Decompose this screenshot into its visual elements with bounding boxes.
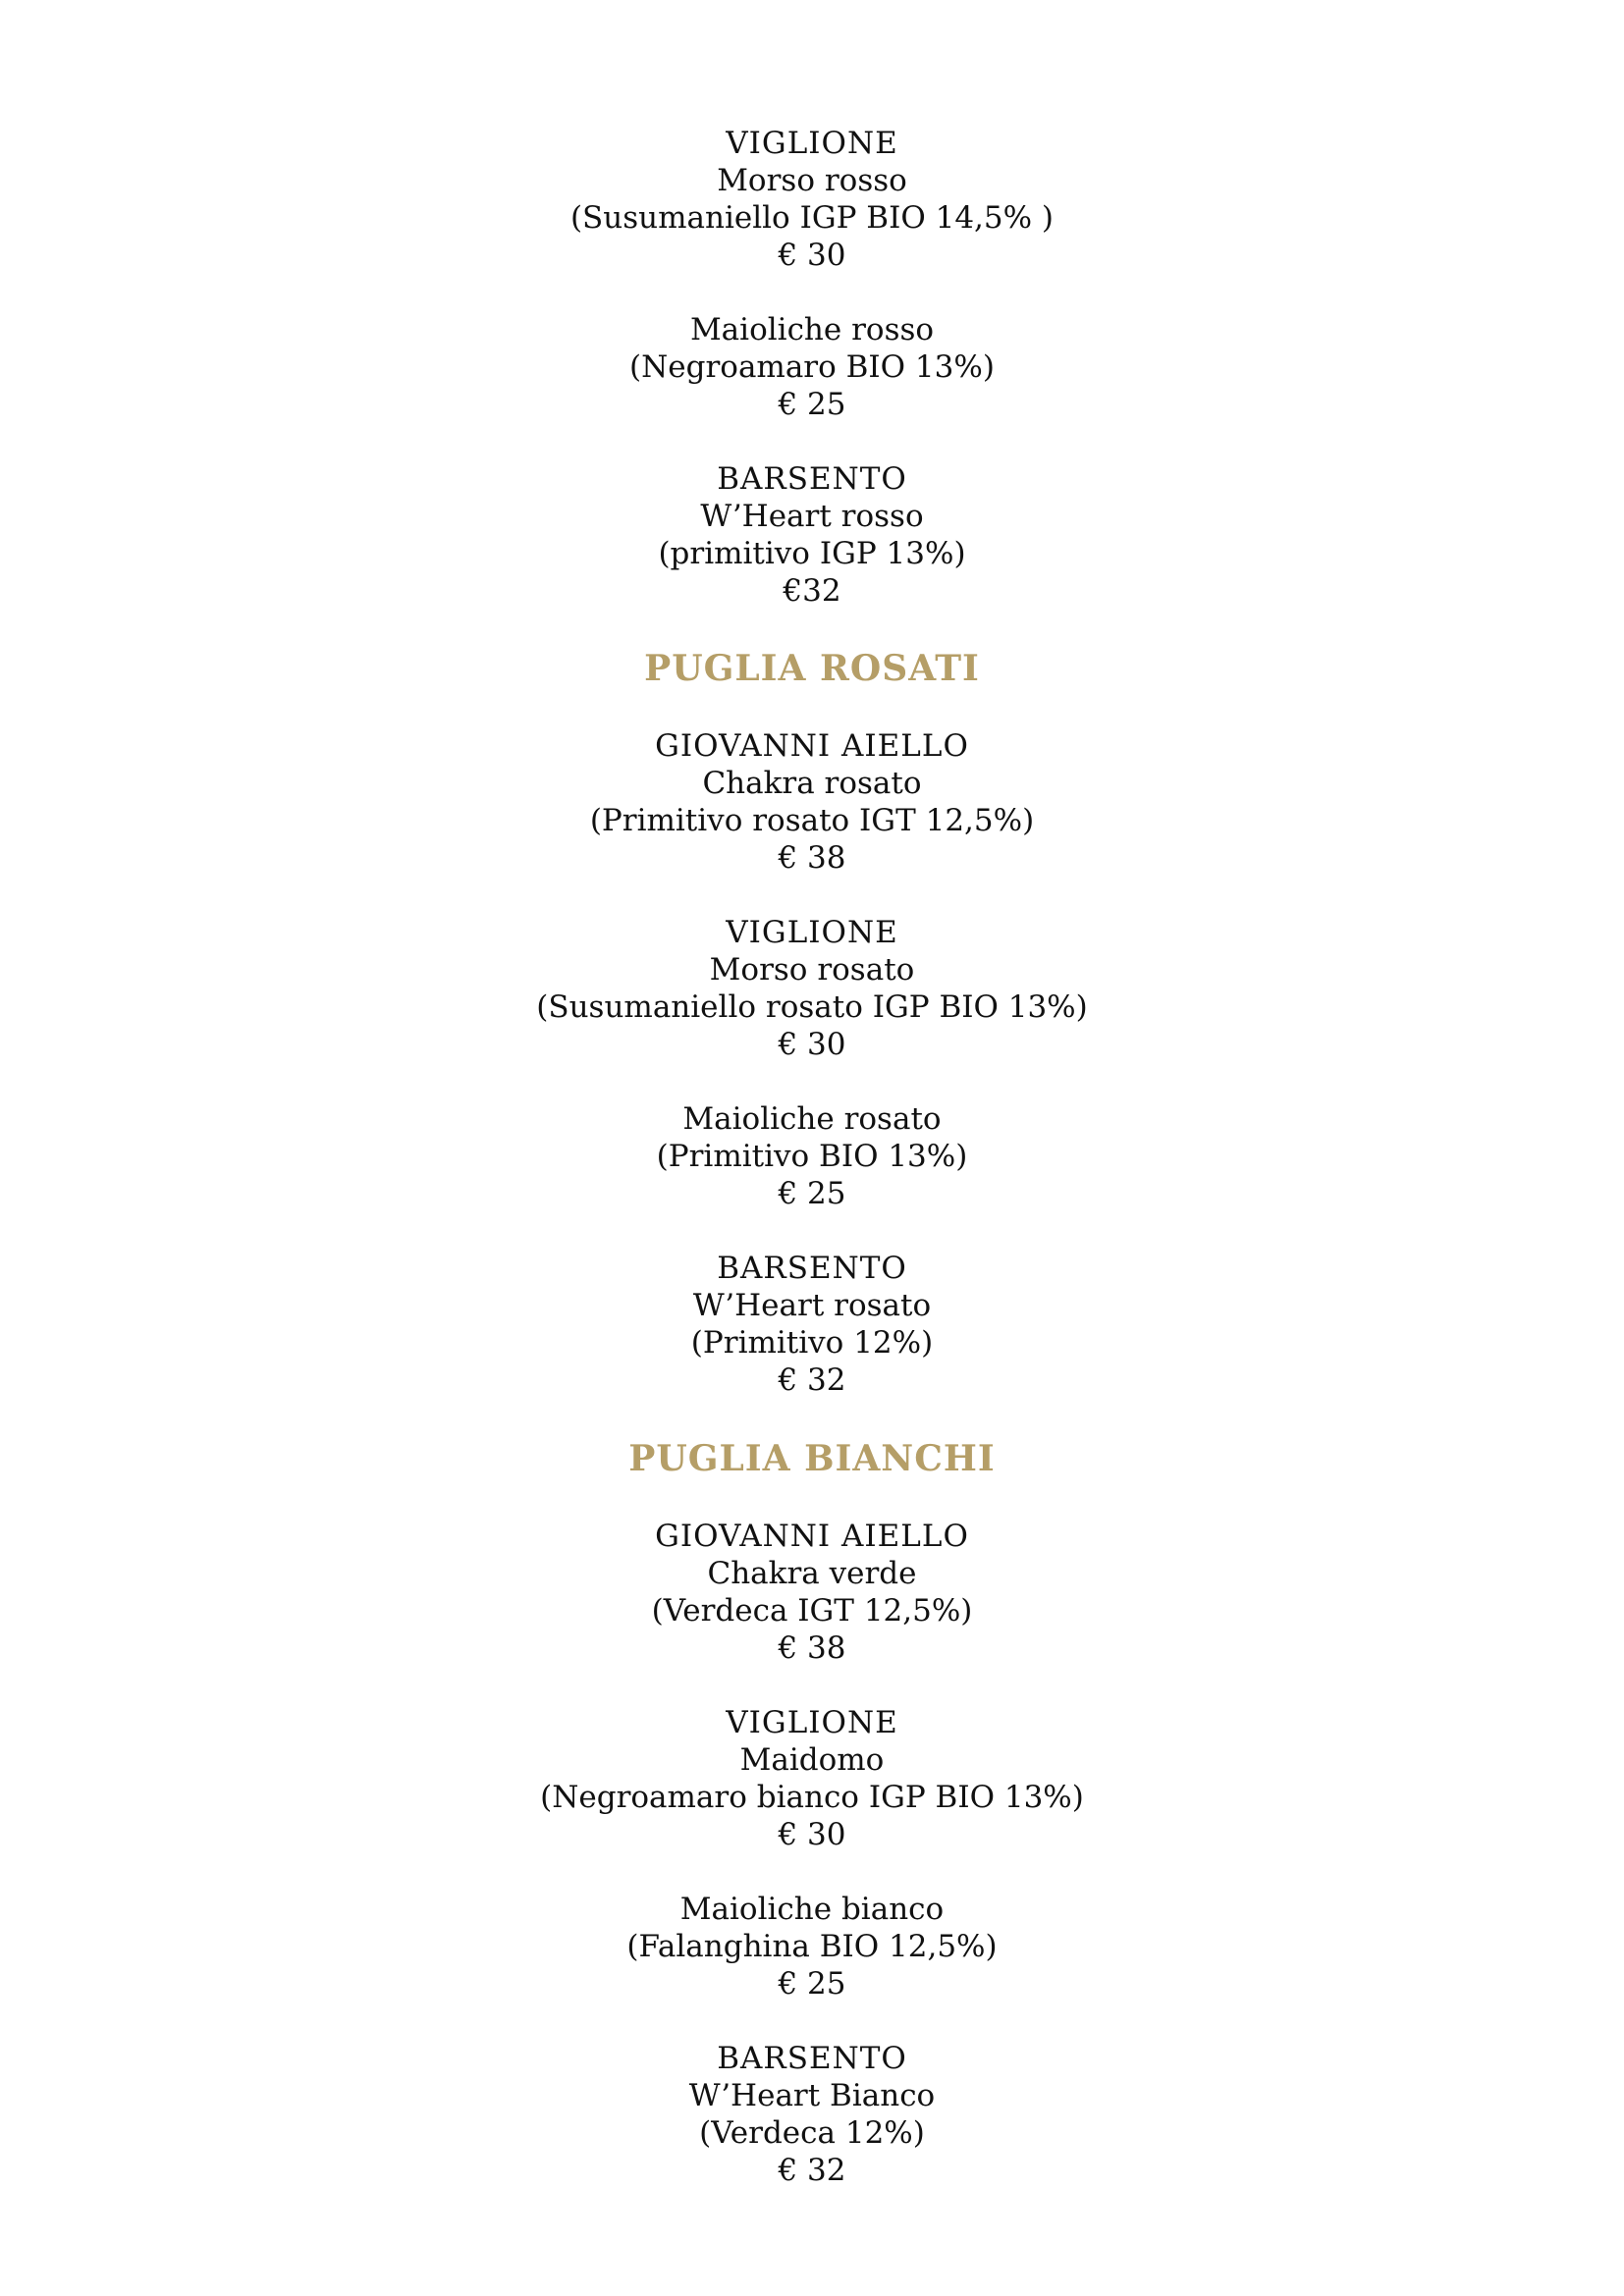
wine-name: Maidomo: [739, 1742, 885, 1778]
wine-details: (Negroamaro bianco IGP BIO 13%): [540, 1780, 1084, 1815]
wine-price: € 25: [778, 387, 846, 422]
wine-name: W’Heart Bianco: [688, 2078, 936, 2113]
wine-price: € 30: [778, 238, 846, 273]
wine-price: € 25: [778, 1176, 846, 1211]
wine-producer: BARSENTO: [717, 1251, 907, 1286]
wine-price: € 32: [778, 2153, 846, 2188]
wine-price: € 25: [778, 1966, 846, 2002]
wine-price: € 38: [778, 840, 846, 876]
wine-producer: GIOVANNI AIELLO: [655, 728, 969, 764]
wine-price: € 32: [778, 1362, 846, 1398]
section-heading-rosati: PUGLIA ROSATI: [644, 648, 980, 689]
wine-details: (Susumaniello rosato IGP BIO 13%): [536, 989, 1088, 1025]
wine-details: (Primitivo rosato IGT 12,5%): [589, 803, 1035, 838]
wine-producer: VIGLIONE: [726, 126, 898, 161]
wine-price: €32: [783, 573, 841, 609]
wine-details: (Susumaniello IGP BIO 14,5% ): [569, 200, 1055, 236]
wine-details: (Falanghina BIO 12,5%): [626, 1929, 998, 1964]
wine-producer: VIGLIONE: [726, 915, 898, 950]
wine-name: Chakra rosato: [702, 766, 922, 801]
wine-name: W’Heart rosso: [700, 499, 924, 534]
section-heading-bianchi: PUGLIA BIANCHI: [628, 1438, 996, 1479]
wine-name: Maioliche bianco: [679, 1892, 945, 1927]
wine-price: € 30: [778, 1027, 846, 1062]
wine-producer: BARSENTO: [717, 2041, 907, 2076]
wine-details: (Primitivo 12%): [690, 1325, 934, 1361]
wine-name: Maioliche rosso: [689, 312, 935, 347]
wine-details: (Primitivo BIO 13%): [656, 1139, 968, 1174]
wine-name: Morso rosato: [709, 952, 915, 988]
wine-details: (Negroamaro BIO 13%): [629, 349, 995, 385]
wine-name: Morso rosso: [717, 163, 907, 198]
wine-name: Maioliche rosato: [682, 1101, 942, 1137]
wine-producer: VIGLIONE: [726, 1705, 898, 1740]
wine-name: Chakra verde: [707, 1556, 917, 1591]
wine-details: (Verdeca 12%): [699, 2115, 925, 2151]
wine-price: € 30: [778, 1817, 846, 1852]
wine-price: € 38: [778, 1630, 846, 1666]
wine-details: (Verdeca IGT 12,5%): [651, 1593, 973, 1629]
wine-producer: GIOVANNI AIELLO: [655, 1519, 969, 1554]
wine-details: (primitivo IGP 13%): [658, 536, 966, 571]
wine-producer: BARSENTO: [717, 461, 907, 497]
wine-name: W’Heart rosato: [692, 1288, 932, 1323]
